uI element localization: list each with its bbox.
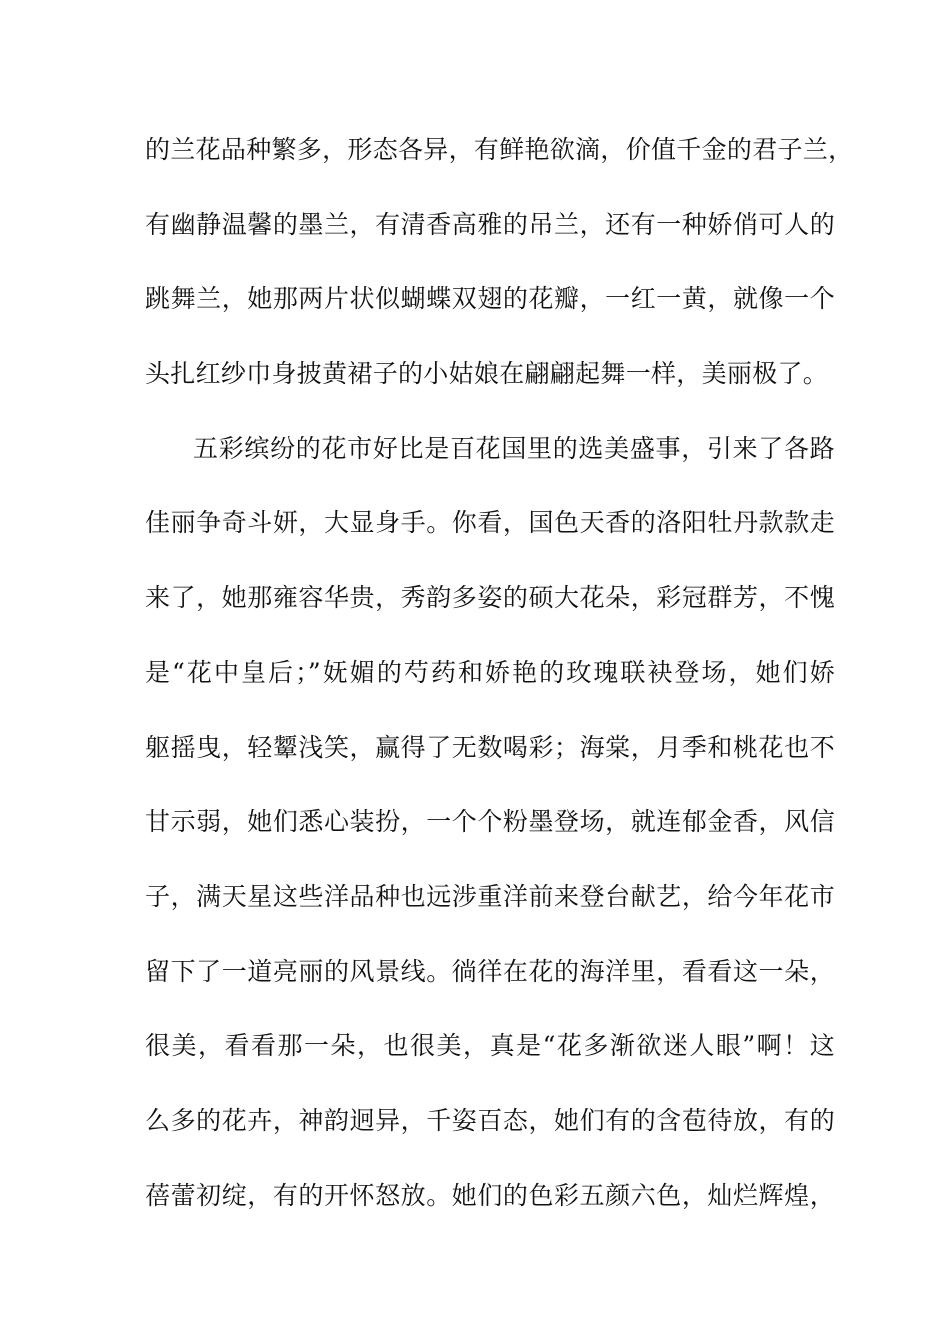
text-line: 躯摇曳，轻颦浅笑，赢得了无数喝彩；海棠，月季和桃花也不 bbox=[145, 732, 835, 762]
text-line: 留下了一道亮丽的风景线。徜徉在花的海洋里，看看这一朵， bbox=[145, 956, 835, 986]
text-line: 佳丽争奇斗妍，大显身手。你看，国色天香的洛阳牡丹款款走 bbox=[145, 508, 835, 538]
text-line: 么多的花卉，神韵迥异，千姿百态，她们有的含苞待放，有的 bbox=[145, 1105, 835, 1135]
text-line: 蓓蕾初绽，有的开怀怒放。她们的色彩五颜六色，灿烂辉煌， bbox=[145, 1180, 835, 1210]
document-text-body bbox=[145, 128, 854, 1248]
text-line: 有幽静温馨的墨兰，有清香高雅的吊兰，还有一种娇俏可人的 bbox=[145, 209, 835, 239]
text-line: 头扎红纱巾身披黄裙子的小姑娘在翩翩起舞一样，美丽极了。 bbox=[145, 359, 829, 389]
text-line: 跳舞兰，她那两片状似蝴蝶双翅的花瓣，一红一黄，就像一个 bbox=[145, 284, 835, 314]
text-line: 很美，看看那一朵，也很美，真是“花多渐欲迷人眼”啊！这 bbox=[145, 1031, 835, 1061]
text-line: 的兰花品种繁多，形态各异，有鲜艳欲滴，价值千金的君子兰， bbox=[145, 135, 854, 164]
text-line: 是“花中皇后；”妩媚的芍药和娇艳的玫瑰联袂登场，她们娇 bbox=[145, 657, 835, 687]
text-line: 甘示弱，她们悉心装扮，一个个粉墨登场，就连郁金香，风信 bbox=[145, 807, 835, 837]
paragraph-first-line: 五彩缤纷的花市好比是百花国里的选美盛事，引来了各路 bbox=[193, 433, 835, 463]
text-line: 来了，她那雍容华贵，秀韵多姿的硕大花朵，彩冠群芳，不愧 bbox=[145, 583, 835, 613]
text-line: 子，满天星这些洋品种也远涉重洋前来登台献艺，给今年花市 bbox=[145, 881, 835, 911]
